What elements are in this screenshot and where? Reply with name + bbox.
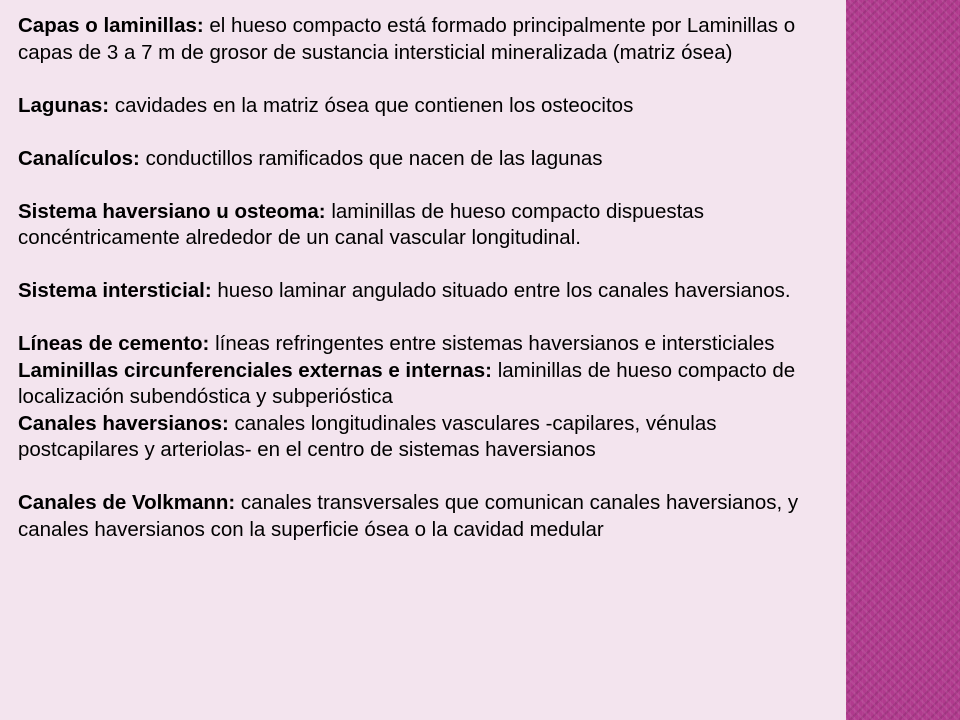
entry-definition: cavidades en la matriz ósea que contienen los osteocitos: [109, 93, 634, 117]
entry-term: Líneas de cemento:: [18, 332, 210, 355]
entry-definition: canales transversales que comunican canales haversianos, y canales haversianos con la superficie ósea o la cavidad medular: [18, 491, 799, 541]
entry-canales-de-volkmann: [18, 490, 838, 543]
entry-lineas-de-cemento: [18, 331, 838, 358]
decorative-side-panel: [846, 0, 960, 720]
entry-lagunas: [18, 93, 838, 120]
entry-term: Canalículos:: [18, 146, 140, 170]
paragraph-gap: [18, 66, 838, 93]
entry-term: Lagunas:: [18, 93, 110, 117]
entry-capas-o-laminillas: [18, 13, 838, 66]
entry-definition: líneas refringentes entre sistemas haversianos e intersticiales: [209, 332, 775, 355]
entry-definition: laminillas de hueso compacto dispuestas concéntricamente alrededor de un canal vascular longitudinal.: [18, 199, 704, 249]
entry-definition: hueso laminar angulado situado entre los canales haversianos.: [211, 279, 791, 302]
paragraph-gap: [18, 172, 838, 199]
entry-term: Capas o laminillas:: [18, 14, 204, 37]
paragraph-gap: [18, 464, 838, 491]
entry-term: Sistema intersticial:: [18, 279, 212, 302]
definitions-list: [18, 13, 838, 543]
entry-term: Sistema haversiano u osteoma:: [18, 199, 326, 223]
entry-term: Canales haversianos:: [18, 411, 229, 435]
entry-term: Canales de Volkmann:: [18, 491, 236, 514]
entry-definition: canales longitudinales vasculares -capilares, vénulas postcapilares y arteriolas- en el centro de sistemas haversianos: [18, 411, 717, 461]
paragraph-gap: [18, 119, 838, 146]
paragraph-gap: [18, 305, 838, 332]
entry-laminillas-circunferenciales: [18, 358, 838, 411]
entry-canales-haversianos: [18, 411, 838, 464]
entry-definition: laminillas de hueso compacto de localización subendóstica y subperióstica: [18, 358, 796, 408]
entry-definition: el hueso compacto está formado principalmente por Laminillas o capas de 3 a 7 m de grosor de sustancia intersticial mineralizada (matriz ósea): [18, 14, 796, 64]
entry-definition: conductillos ramificados que nacen de las lagunas: [139, 146, 603, 170]
entry-term: Laminillas circunferenciales externas e internas:: [18, 358, 492, 382]
paragraph-gap: [18, 252, 838, 279]
entry-canaliculos: [18, 146, 838, 173]
entry-sistema-haversiano: [18, 199, 838, 252]
entry-sistema-intersticial: [18, 278, 838, 305]
